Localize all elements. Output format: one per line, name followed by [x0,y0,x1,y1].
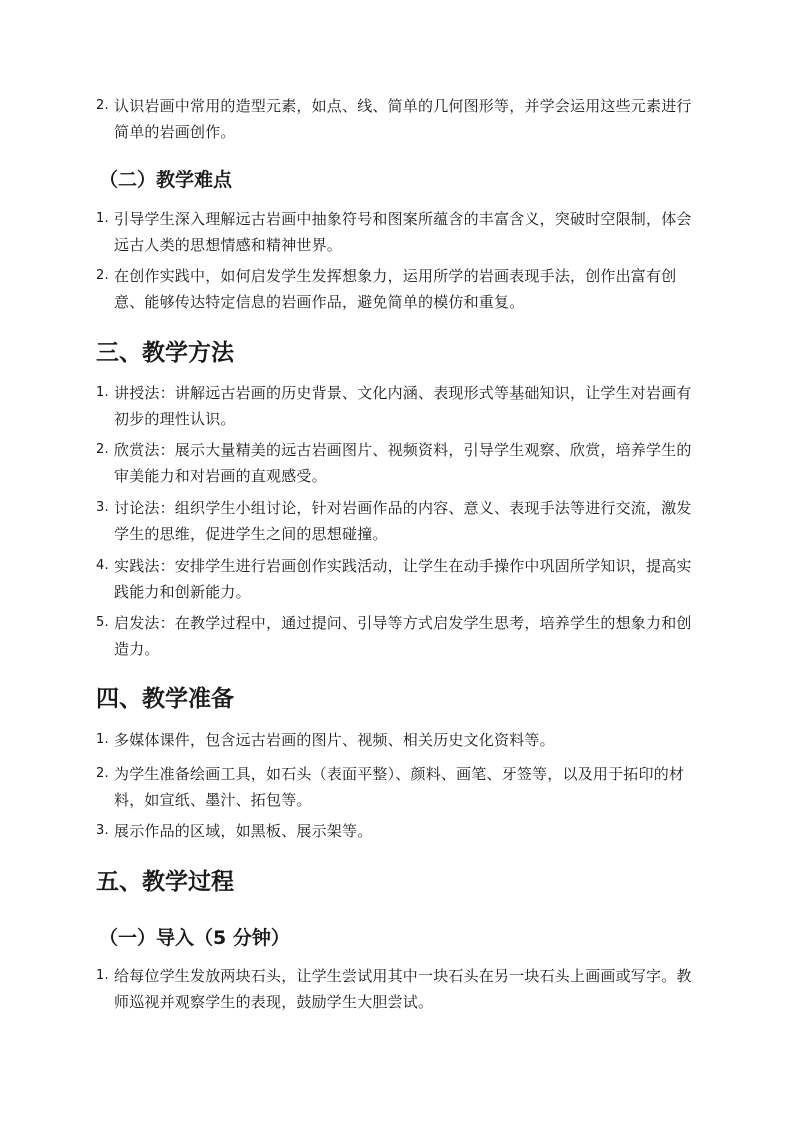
list-text: 认识岩画中常用的造型元素，如点、线、简单的几何图形等，并学会运用这些元素进行简单的岩画创作。 [114,97,692,141]
list-text: 多媒体课件，包含远古岩画的图片、视频、相关历史文化资料等。 [114,731,555,749]
process-list [92,963,702,1015]
section-heading-intro: （一）导入（5 分钟） [99,927,290,949]
list-number: 1. [96,211,109,226]
list-number: 3. [96,500,109,515]
list-number: 5. [96,615,109,630]
methods-list [92,437,702,489]
preparation-list [92,727,702,753]
list-item [92,93,702,145]
methods-list [92,380,702,432]
list-item [92,610,702,662]
list-text: 启发法：在教学过程中，通过提问、引导等方式启发学生思考，培养学生的想象力和创造力。 [114,614,692,658]
methods-list [92,553,702,605]
list-number: 3. [96,823,109,838]
preparation-list [92,818,702,844]
objective-list [92,93,702,145]
list-text: 为学生准备绘画工具，如石头（表面平整）、颜料、画笔、牙签等，以及用于拓印的材料，如宣纸、墨汁、拓包等。 [114,765,685,809]
list-item [92,206,702,258]
list-number: 1. [96,732,109,747]
list-number: 2. [96,98,109,113]
list-item [92,263,702,315]
list-item [92,495,702,547]
difficulty-list [92,263,702,315]
list-text: 讲授法：讲解远古岩画的历史背景、文化内涵、表现形式等基础知识，让学生对岩画有初步的理性认识。 [114,384,692,428]
list-item [92,380,702,432]
list-number: 2. [96,442,109,457]
methods-list [92,610,702,662]
list-item [92,727,702,753]
section-heading-methods: 三、教学方法 [96,340,234,366]
list-text: 引导学生深入理解远古岩画中抽象符号和图案所蕴含的丰富含义，突破时空限制，体会远古人类的思想情感和精神世界。 [114,210,692,254]
list-number: 1. [96,968,109,983]
list-text: 展示作品的区域，如黑板、展示架等。 [114,822,373,840]
list-number: 1. [96,385,109,400]
list-item [92,761,702,813]
section-heading-difficulty: （二）教学难点 [99,169,233,191]
methods-list [92,495,702,547]
list-item [92,437,702,489]
difficulty-list [92,206,702,258]
list-number: 4. [96,558,109,573]
list-number: 2. [96,766,109,781]
preparation-list [92,761,702,813]
list-text: 欣赏法：展示大量精美的远古岩画图片、视频资料，引导学生观察、欣赏，培养学生的审美能力和对岩画的直观感受。 [114,441,692,485]
list-item [92,963,702,1015]
list-item [92,818,702,844]
list-text: 给每位学生发放两块石头，让学生尝试用其中一块石头在另一块石头上画画或写字。教师巡视并观察学生的表现，鼓励学生大胆尝试。 [114,967,692,1011]
list-item [92,553,702,605]
list-text: 讨论法：组织学生小组讨论，针对岩画作品的内容、意义、表现手法等进行交流，激发学生的思维，促进学生之间的思想碰撞。 [114,499,692,543]
list-text: 在创作实践中，如何启发学生发挥想象力，运用所学的岩画表现手法，创作出富有创意、能够传达特定信息的岩画作品，避免简单的模仿和重复。 [114,267,677,311]
list-number: 2. [96,268,109,283]
list-text: 实践法：安排学生进行岩画创作实践活动，让学生在动手操作中巩固所学知识，提高实践能力和创新能力。 [114,557,692,601]
section-heading-preparation: 四、教学准备 [96,686,234,712]
section-heading-process: 五、教学过程 [96,869,234,895]
